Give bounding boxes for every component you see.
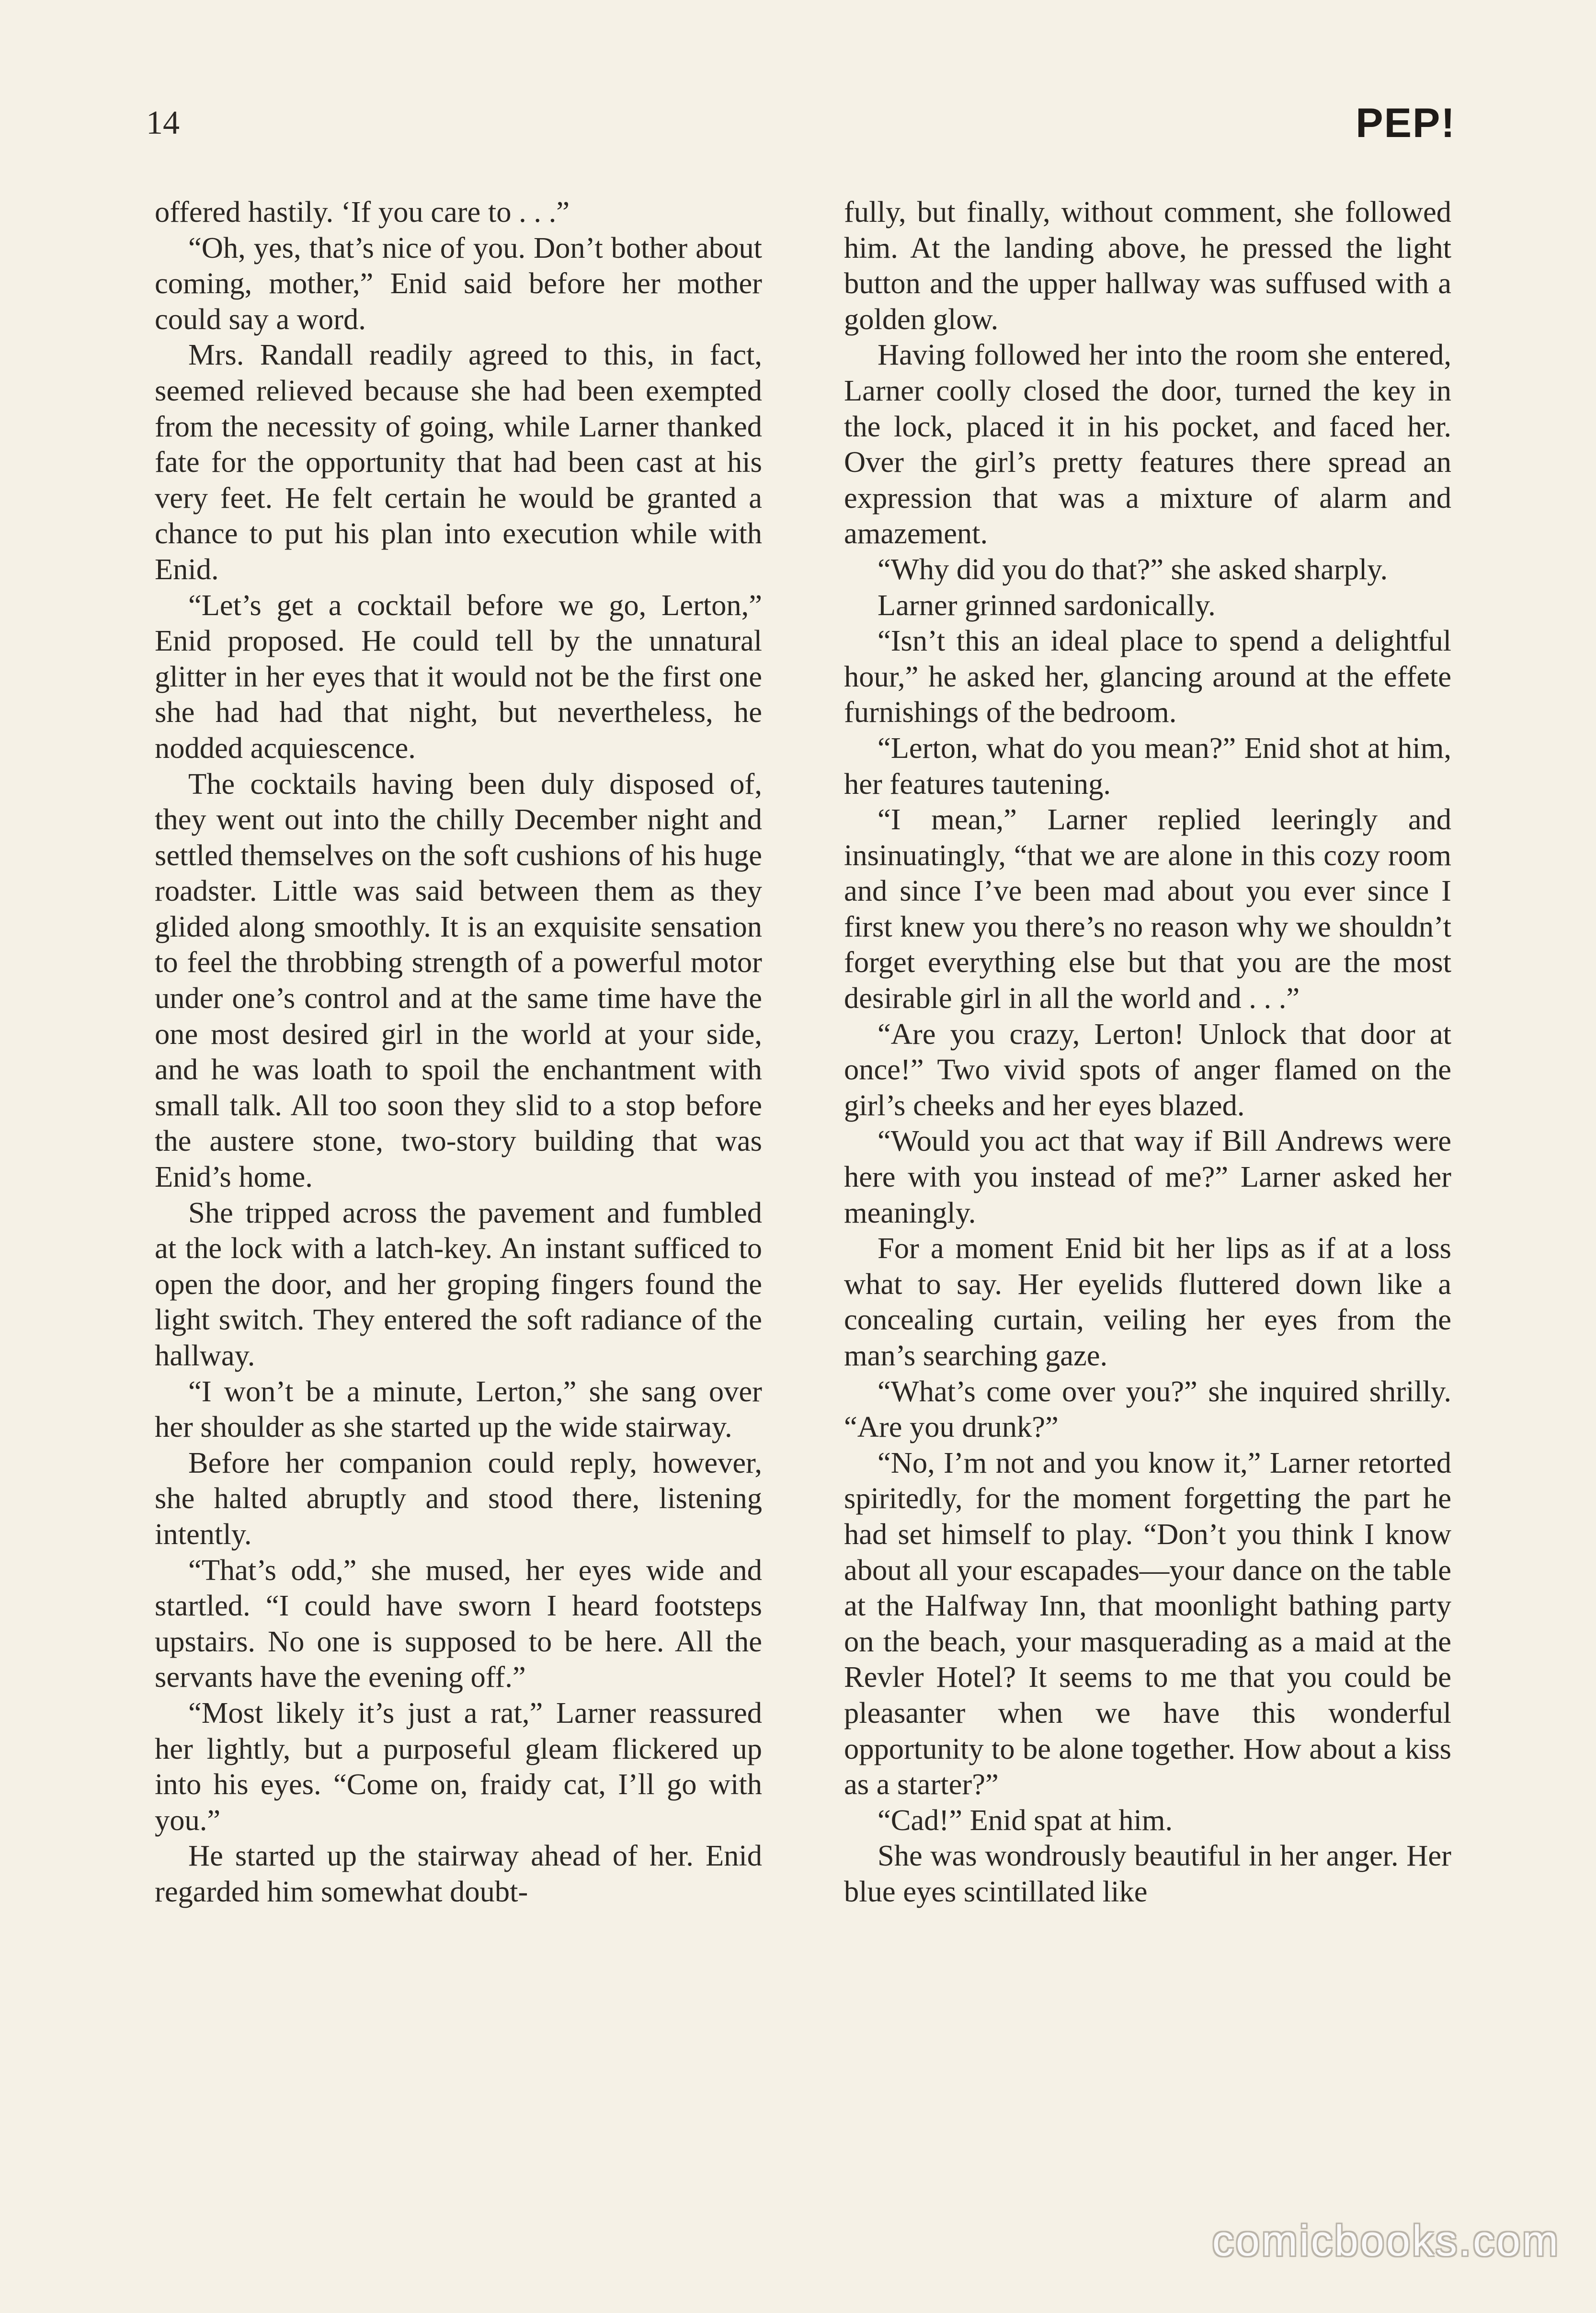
paragraph: Mrs. Randall readily agreed to this, in fact, seemed relieved because she had been exempted from the necessity of going, while Larner thanked fate for the opportunity that had been cast at his very feet. He felt certain he would be granted a chance to put his plan into execution while with Enid. <box>155 338 762 586</box>
paragraph: “What’s come over you?” she inquired shrilly. “Are you drunk?” <box>844 1374 1451 1444</box>
paragraph: “I won’t be a minute, Lerton,” she sang over her shoulder as she started up the wide stairway. <box>155 1374 762 1444</box>
running-head-title: PEP! <box>1356 100 1456 146</box>
paragraph: “Would you act that way if Bill Andrews were here with you instead of me?” Larner asked her meaningly. <box>844 1124 1451 1229</box>
paragraph: “No, I’m not and you know it,” Larner retorted spiritedly, for the moment forgetting the part he had set himself to play. “Don’t you think I know about all your escapades—your dance on the table at the Halfway Inn, that moonlight bathing party on the beach, your masquerading as a maid at the Revler Hotel? It seems to me that you could be pleasanter when we have this wonderful opportunity to be alone together. How about a kiss as a starter?” <box>844 1445 1451 1801</box>
paragraph: “That’s odd,” she mused, her eyes wide and startled. “I could have sworn I heard footsteps upstairs. No one is supposed to be here. All the servants have the evening off.” <box>155 1553 762 1694</box>
paragraph: “Let’s get a cocktail before we go, Lerton,” Enid proposed. He could tell by the unnatural glitter in her eyes that it would not be the first one she had had that night, but nevertheless, he nodded acquiescence. <box>155 588 762 765</box>
paragraph: Larner grinned sardonically. <box>878 588 1216 622</box>
watermark: comicbooks.com <box>1212 2217 1560 2265</box>
paragraph: Having followed her into the room she entered, Larner coolly closed the door, turned the key in the lock, placed it in his pocket, and faced her. Over the girl’s pretty features there spread an expression that was a mixture of alarm and amazement. <box>844 338 1451 550</box>
paragraph: “Oh, yes, that’s nice of you. Don’t bother about coming, mother,” Enid said before her mother could say a word. <box>155 230 762 336</box>
paragraph: “Isn’t this an ideal place to spend a delightful hour,” he asked her, glancing around at the effete furnishings of the bedroom. <box>844 624 1451 729</box>
paragraph: “Lerton, what do you mean?” Enid shot at him, her features tautening. <box>844 731 1451 801</box>
paragraph: For a moment Enid bit her lips as if at a loss what to say. Her eyelids fluttered down like a concealing curtain, veiling her eyes from the man’s searching gaze. <box>844 1231 1451 1372</box>
paragraph: “Most likely it’s just a rat,” Larner reassured her lightly, but a purposeful gleam flickered up into his eyes. “Come on, fraidy cat, I’ll go with you.” <box>155 1695 762 1837</box>
paragraph: “Cad!” Enid spat at him. <box>878 1803 1173 1837</box>
paragraph: “Are you crazy, Lerton! Unlock that door at once!” Two vivid spots of anger flamed on the girl’s cheeks and her eyes blazed. <box>844 1017 1451 1122</box>
right-column <box>844 194 1451 1910</box>
paragraph: “I mean,” Larner replied leeringly and insinuatingly, “that we are alone in this cozy room and since I’ve been mad about you ever since I first knew you there’s no reason why we shouldn’t forget everything else but that you are the most desirable girl in all the world and . . .” <box>844 802 1451 1015</box>
paragraph: The cocktails having been duly disposed of, they went out into the chilly December night and settled themselves on the soft cushions of his huge roadster. Little was said between them as they glided along smoothly. It is an exquisite sensation to feel the throbbing strength of a powerful motor under one’s control and at the same time have the one most desired girl in the world at your side, and he was loath to spoil the enchantment with small talk. All too soon they slid to a stop before the austere stone, two-story building that was Enid’s home. <box>155 767 762 1194</box>
paragraph: fully, but finally, without comment, she followed him. At the landing above, he pressed the light button and the upper hallway was suffused with a golden glow. <box>844 195 1451 336</box>
paragraph: He started up the stairway ahead of her. Enid regarded him somewhat doubt- <box>155 1839 762 1908</box>
paragraph: “Why did you do that?” she asked sharply. <box>878 552 1388 586</box>
paragraph: offered hastily. ‘If you care to . . .” <box>155 195 570 229</box>
paragraph: Before her companion could reply, however, she halted abruptly and stood there, listening intently. <box>155 1445 762 1551</box>
paragraph: She was wondrously beautiful in her anger. Her blue eyes scintillated like <box>844 1839 1451 1908</box>
paragraph: She tripped across the pavement and fumbled at the lock with a latch-key. An instant sufficed to open the door, and her groping fingers found the light switch. They entered the soft radiance of the hallway. <box>155 1195 762 1372</box>
page-number: 14 <box>146 104 180 141</box>
left-column <box>155 194 762 1910</box>
